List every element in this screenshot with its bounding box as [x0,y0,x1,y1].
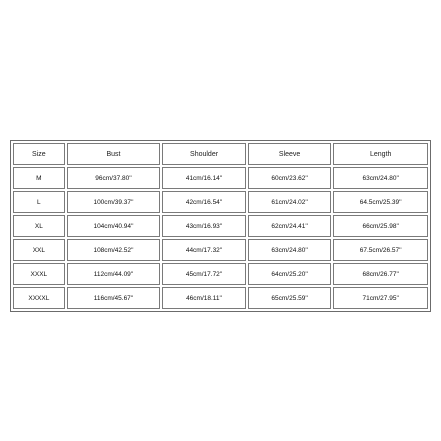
cell-bust: 96cm/37.80'' [67,167,161,189]
table-row [13,287,428,309]
cell-sleeve: 65cm/25.59'' [248,287,332,309]
header-length: Length [333,143,428,165]
cell-length: 67.5cm/26.57'' [333,239,428,261]
table-row [13,263,428,285]
cell-shoulder: 44cm/17.32'' [162,239,246,261]
cell-size: XXL [13,239,65,261]
header-size: Size [13,143,65,165]
cell-size: XL [13,215,65,237]
cell-size: M [13,167,65,189]
table-row [13,167,428,189]
cell-size: XXXL [13,263,65,285]
cell-bust: 108cm/42.52'' [67,239,161,261]
header-sleeve: Sleeve [248,143,332,165]
table-body [13,167,428,309]
cell-shoulder: 45cm/17.72'' [162,263,246,285]
table-row [13,215,428,237]
table-header [13,143,428,165]
cell-size: L [13,191,65,213]
cell-length: 64.5cm/25.39'' [333,191,428,213]
cell-bust: 104cm/40.94'' [67,215,161,237]
cell-bust: 112cm/44.09'' [67,263,161,285]
header-row [13,143,428,165]
cell-length: 68cm/26.77'' [333,263,428,285]
cell-shoulder: 41cm/16.14'' [162,167,246,189]
cell-bust: 116cm/45.67'' [67,287,161,309]
cell-length: 63cm/24.80'' [333,167,428,189]
table-row [13,191,428,213]
cell-sleeve: 63cm/24.80'' [248,239,332,261]
table-row [13,239,428,261]
cell-sleeve: 61cm/24.02'' [248,191,332,213]
header-bust: Bust [67,143,161,165]
cell-bust: 100cm/39.37'' [67,191,161,213]
cell-shoulder: 42cm/16.54'' [162,191,246,213]
cell-sleeve: 60cm/23.62'' [248,167,332,189]
cell-shoulder: 43cm/16.93'' [162,215,246,237]
cell-shoulder: 46cm/18.11'' [162,287,246,309]
cell-length: 66cm/25.98'' [333,215,428,237]
cell-size: XXXXL [13,287,65,309]
header-shoulder: Shoulder [162,143,246,165]
size-chart-table [11,141,430,311]
cell-length: 71cm/27.95'' [333,287,428,309]
cell-sleeve: 64cm/25.20'' [248,263,332,285]
cell-sleeve: 62cm/24.41'' [248,215,332,237]
